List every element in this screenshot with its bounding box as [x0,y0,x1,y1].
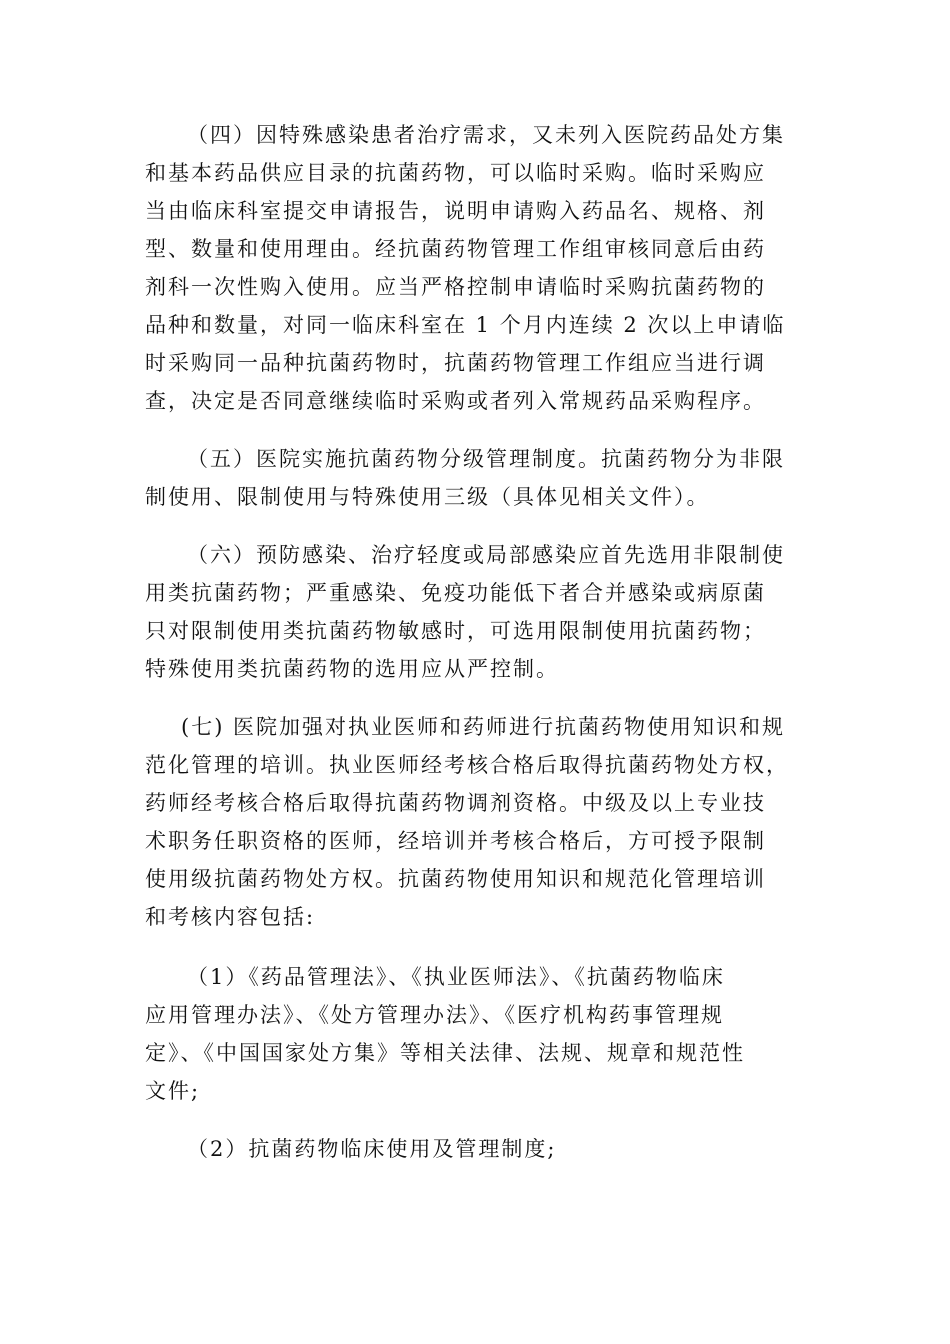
text-line: 和考核内容包括: [145,905,316,929]
text-line: 型、数量和使用理由。经抗菌药物管理工作组审核同意后由药 [145,237,766,261]
text-line: 药师经考核合格后取得抗菌药物调剂资格。中级及以上专业技 [145,791,766,815]
text-line: 品种和数量，对同一临床科室在 1 个月内连续 2 次以上申请临 [145,313,786,337]
text-line: 剂科一次性购入使用。应当严格控制申请临时采购抗菌药物的 [145,275,766,299]
paragraph-5 [145,440,815,516]
text-line: 只对限制使用类抗菌药物敏感时，可选用限制使用抗菌药物； [145,619,766,643]
text-line: 范化管理的培训。执业医师经考核合格后取得抗菌药物处方权， [145,753,789,777]
text-line: （六）预防感染、治疗轻度或局部感染应首先选用非限制使 [187,543,785,567]
text-line: 制使用、限制使用与特殊使用三级（具体见相关文件）。 [145,485,710,509]
text-line: 术职务任职资格的医师，经培训并考核合格后，方可授予限制 [145,829,766,853]
text-line: 使用级抗菌药物处方权。抗菌药物使用知识和规范化管理培训 [145,867,766,891]
paragraph-7 [145,708,815,936]
text-line: 文件; [145,1079,201,1103]
text-line: 应用管理办法》、《处方管理办法》、《医疗机构药事管理规 [145,1003,724,1027]
text-line: （1）《药品管理法》、《执业医师法》、《抗菌药物临床 [187,965,725,989]
text-line: 特殊使用类抗菌药物的选用应从严控制。 [145,657,559,681]
text-line: （四）因特殊感染患者治疗需求，又未列入医院药品处方集 [187,123,785,147]
text-line: (七) 医院加强对执业医师和药师进行抗菌药物使用知识和规 [181,715,786,739]
text-line: 和基本药品供应目录的抗菌药物，可以临时采购。临时采购应 [145,161,766,185]
paragraph-4 [145,116,815,420]
text-line: （五）医院实施抗菌药物分级管理制度。抗菌药物分为非限 [187,447,785,471]
list-item-2 [145,1130,815,1168]
text-line: 时采购同一品种抗菌药物时，抗菌药物管理工作组应当进行调 [145,351,766,375]
text-line: 用类抗菌药物；严重感染、免疫功能低下者合并感染或病原菌 [145,581,766,605]
text-line: 查，决定是否同意继续临时采购或者列入常规药品采购程序。 [145,389,766,413]
text-line: （2）抗菌药物临床使用及管理制度; [187,1137,557,1161]
list-item-1 [145,958,815,1110]
paragraph-6 [145,536,815,688]
text-line: 当由临床科室提交申请报告，说明申请购入药品名、规格、剂 [145,199,766,223]
text-line: 定》、《中国国家处方集》等相关法律、法规、规章和规范性 [145,1041,745,1065]
